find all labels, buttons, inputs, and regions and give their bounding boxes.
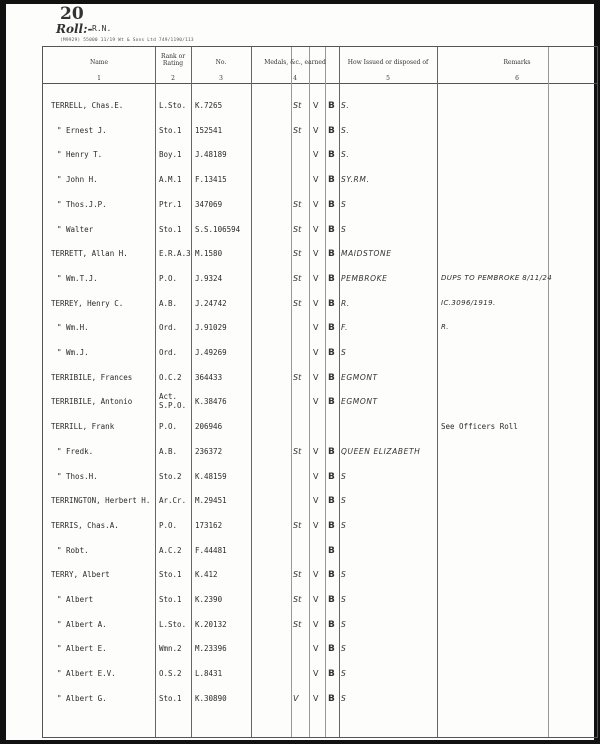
row-name: " Wm.T.J. (57, 273, 98, 283)
row-rank: E.R.A.3 (159, 249, 191, 259)
row-medal-british: B (328, 273, 335, 284)
row-medal-star: St (293, 125, 302, 135)
row-number: K.30890 (195, 693, 227, 703)
row-number: J.24742 (195, 298, 227, 308)
row-number: S.S.106594 (195, 224, 241, 234)
col-divider-how (339, 47, 340, 737)
row-medal-victory: V (313, 150, 319, 160)
row-name: " Ernest J. (57, 125, 107, 135)
row-number: 152541 (195, 125, 223, 135)
row-medal-victory: V (313, 298, 319, 308)
row-name: " Wm.J. (57, 348, 89, 357)
row-remark: R. (441, 323, 449, 332)
row-medal-victory: V (313, 273, 319, 283)
header-num-4: 4 (293, 75, 297, 82)
row-how-issued: S. (341, 125, 350, 135)
row-rank: A.C.2 (159, 545, 182, 555)
row-medal-british: B (328, 348, 335, 358)
row-name: " Albert G. (57, 693, 107, 703)
scan-edge-top (0, 0, 600, 4)
row-medal-victory: V (313, 249, 319, 259)
row-medal-star: St (293, 298, 302, 308)
row-medal-star: St (293, 619, 302, 629)
scan-edge-left (0, 0, 6, 744)
row-how-issued: F. (341, 323, 348, 333)
row-medal-british: B (328, 175, 335, 186)
row-rank: O.C.2 (159, 372, 182, 382)
row-medal-victory: V (313, 693, 319, 703)
row-how-issued: S (341, 471, 347, 481)
row-medal-victory: V (313, 348, 319, 357)
row-number: 364433 (195, 372, 223, 382)
row-medal-star: St (293, 570, 302, 580)
row-medal-british: B (328, 125, 335, 136)
row-medal-victory: V (313, 446, 319, 456)
col-divider-medal-b (309, 47, 310, 737)
row-number: 347069 (195, 199, 223, 209)
row-rank: Sto.1 (159, 570, 182, 580)
row-remark: IC.3096/1919. (441, 298, 496, 307)
row-rank: Sto.1 (159, 224, 182, 234)
row-number: 173162 (195, 520, 223, 530)
header-num-2: 2 (171, 75, 175, 82)
row-how-issued: S (341, 520, 347, 530)
row-rank: Boy.1 (159, 150, 182, 160)
row-medal-victory: V (313, 570, 319, 580)
row-rank: P.O. (159, 273, 178, 283)
row-number: M.1580 (195, 249, 223, 259)
row-name: TERREY, Henry C. (51, 298, 124, 308)
row-medal-victory: V (313, 669, 319, 679)
row-medal-victory: V (313, 471, 319, 481)
row-medal-victory: V (313, 224, 319, 234)
row-rank: Sto.1 (159, 125, 182, 135)
col-divider-rank (155, 47, 156, 737)
row-medal-british: B (328, 150, 335, 161)
row-number: J.9324 (195, 273, 223, 283)
row-number: J.91029 (195, 323, 227, 333)
row-number: K.2390 (195, 595, 223, 604)
row-medal-star: St (293, 273, 302, 283)
row-how-issued: R. (341, 298, 350, 308)
row-medal-british: B (328, 199, 335, 210)
row-rank: O.S.2 (159, 669, 182, 679)
row-how-issued: EGMONT (341, 372, 378, 382)
row-name: " Henry T. (57, 150, 103, 160)
row-number: K.48159 (195, 471, 227, 481)
row-medal-victory: V (313, 397, 319, 407)
col-divider-remarks (437, 47, 438, 737)
folio-number: 20 (60, 4, 84, 24)
row-medal-victory: V (313, 125, 319, 135)
row-medal-victory: V (313, 323, 319, 333)
row-medal-british: B (328, 619, 335, 630)
header-num-3: 3 (219, 75, 223, 82)
row-rank: Ar.Cr. (159, 496, 187, 506)
header-num-1: 1 (97, 75, 101, 82)
row-rank: Ptr.1 (159, 199, 182, 209)
row-number: J.49269 (195, 348, 227, 357)
row-how-issued: S (341, 669, 347, 679)
row-medal-british: B (328, 693, 335, 704)
row-medal-star: St (293, 520, 302, 530)
medal-roll-table (42, 46, 598, 738)
row-medal-star: St (293, 101, 302, 110)
row-how-issued: S (341, 619, 347, 629)
row-how-issued: QUEEN ELIZABETH (341, 446, 421, 456)
row-name: " Albert E.V. (57, 669, 116, 679)
row-number: M.29451 (195, 496, 227, 506)
row-medal-star: St (293, 199, 302, 209)
row-medal-british: B (328, 372, 335, 383)
row-medal-british: B (328, 446, 335, 457)
row-name: " Walter (57, 224, 94, 234)
row-how-issued: S (341, 224, 347, 234)
row-medal-british: B (328, 545, 335, 556)
row-rank: L.Sto. (159, 101, 187, 110)
header-rank: Rank or Rating (160, 53, 186, 67)
row-name: TERRINGTON, Herbert H. (51, 496, 151, 506)
row-rank: Ord. (159, 348, 178, 357)
row-name: TERRILL, Frank (51, 422, 115, 432)
row-how-issued: EGMONT (341, 397, 378, 407)
row-name: " Thos.H. (57, 471, 98, 481)
row-how-issued: S. (341, 150, 350, 160)
header-num-6: 6 (515, 75, 519, 82)
row-number: L.8431 (195, 669, 223, 679)
row-rank: Sto.1 (159, 595, 182, 604)
header-how: How Issued or disposed of (347, 59, 429, 66)
row-number: K.412 (195, 570, 218, 580)
row-number: F.44481 (195, 545, 227, 555)
row-name: TERRY, Albert (51, 570, 110, 580)
row-medal-star: St (293, 595, 302, 604)
row-name: " Robt. (57, 545, 89, 555)
row-medal-british: B (328, 471, 335, 482)
row-number: M.23396 (195, 644, 227, 654)
row-medal-british: B (328, 520, 335, 531)
row-how-issued: S (341, 496, 347, 506)
row-rank: P.O. (159, 422, 178, 432)
row-rank: Sto.1 (159, 693, 182, 703)
row-medal-victory: V (313, 644, 319, 654)
row-rank: Sto.2 (159, 471, 182, 481)
row-medal-victory: V (313, 619, 319, 629)
printer-line: (M9929) 55000 11/19 Wt & Sons Ltd 749/1190/113 (60, 38, 194, 43)
col-divider-medal-a (291, 47, 292, 737)
row-name: " John H. (57, 175, 98, 185)
row-name: TERRETT, Allan H. (51, 249, 128, 259)
row-name: " Thos.J.P. (57, 199, 107, 209)
col-divider-remarks-right (548, 47, 549, 737)
row-number: 206946 (195, 422, 223, 432)
row-how-issued: SY.RM. (341, 175, 370, 185)
row-how-issued: MAIDSTONE (341, 249, 392, 259)
col-divider-no (191, 47, 192, 737)
row-name: TERRIS, Chas.A. (51, 520, 119, 530)
row-how-issued: S. (341, 101, 350, 110)
row-medal-star: St (293, 446, 302, 456)
row-name: " Wm.H. (57, 323, 89, 333)
row-medal-victory: V (313, 199, 319, 209)
row-medal-british: B (328, 101, 335, 111)
row-rank: A.M.1 (159, 175, 182, 185)
row-rank: L.Sto. (159, 619, 187, 629)
row-medal-british: B (328, 570, 335, 581)
row-how-issued: S (341, 595, 347, 604)
row-remark: DUPS TO PEMBROKE 8/11/24 (441, 273, 553, 282)
row-medal-victory: V (313, 595, 319, 604)
row-medal-british: B (328, 496, 335, 507)
row-medal-british: B (328, 669, 335, 680)
row-how-issued: S (341, 199, 347, 209)
roll-value: R.N. (92, 24, 112, 33)
row-medal-british: B (328, 644, 335, 655)
row-medal-star: St (293, 249, 302, 259)
row-rank: A.B. (159, 446, 178, 456)
row-medal-british: B (328, 595, 335, 605)
row-medal-british: B (328, 249, 335, 260)
row-medal-star: St (293, 372, 302, 382)
row-medal-victory: V (313, 372, 319, 382)
row-how-issued: S (341, 693, 347, 703)
row-rank: A.B. (159, 298, 178, 308)
row-medal-victory: V (313, 496, 319, 506)
roll-label: Roll:- (56, 22, 93, 36)
row-medal-victory: V (313, 101, 319, 110)
header-num-5: 5 (386, 75, 390, 82)
row-name: TERRIBILE, Antonio (51, 397, 133, 407)
row-rank: Wmn.2 (159, 644, 182, 654)
row-how-issued: S (341, 570, 347, 580)
row-name: " Fredk. (57, 446, 94, 456)
header-name: Name (89, 59, 109, 66)
row-rank: Ord. (159, 323, 178, 333)
row-rank: Act. S.P.O. (159, 392, 187, 411)
row-number: F.13415 (195, 175, 227, 185)
row-medal-british: B (328, 224, 335, 235)
row-number: K.7265 (195, 101, 223, 110)
row-how-issued: PEMBROKE (341, 273, 388, 283)
row-number: J.48189 (195, 150, 227, 160)
row-medal-star: St (293, 224, 302, 234)
row-medal-british: B (328, 298, 335, 309)
row-how-issued: S (341, 348, 347, 357)
row-name: TERRELL, Chas.E. (51, 101, 124, 110)
row-rank: P.O. (159, 520, 178, 530)
row-remark: See Officers Roll (441, 422, 518, 432)
header-medals: Medals, &c., earned (264, 59, 326, 66)
row-medal-victory: V (313, 175, 319, 185)
scan-edge-bottom (0, 740, 600, 744)
row-number: K.38476 (195, 397, 227, 407)
header-no: No. (215, 59, 227, 66)
row-medal-star: V (293, 693, 299, 703)
row-medal-british: B (328, 323, 335, 334)
row-number: K.20132 (195, 619, 227, 629)
header-remarks: Remarks (503, 59, 531, 66)
row-name: " Albert (57, 595, 94, 604)
row-medal-british: B (328, 397, 335, 408)
header-rule (43, 83, 597, 84)
row-name: TERRIBILE, Frances (51, 372, 133, 382)
row-number: 236372 (195, 446, 223, 456)
row-name: " Albert A. (57, 619, 107, 629)
col-divider-medal-c (325, 47, 326, 737)
row-how-issued: S (341, 644, 347, 654)
row-name: " Albert E. (57, 644, 107, 654)
row-medal-victory: V (313, 520, 319, 530)
col-divider-medals (251, 47, 252, 737)
